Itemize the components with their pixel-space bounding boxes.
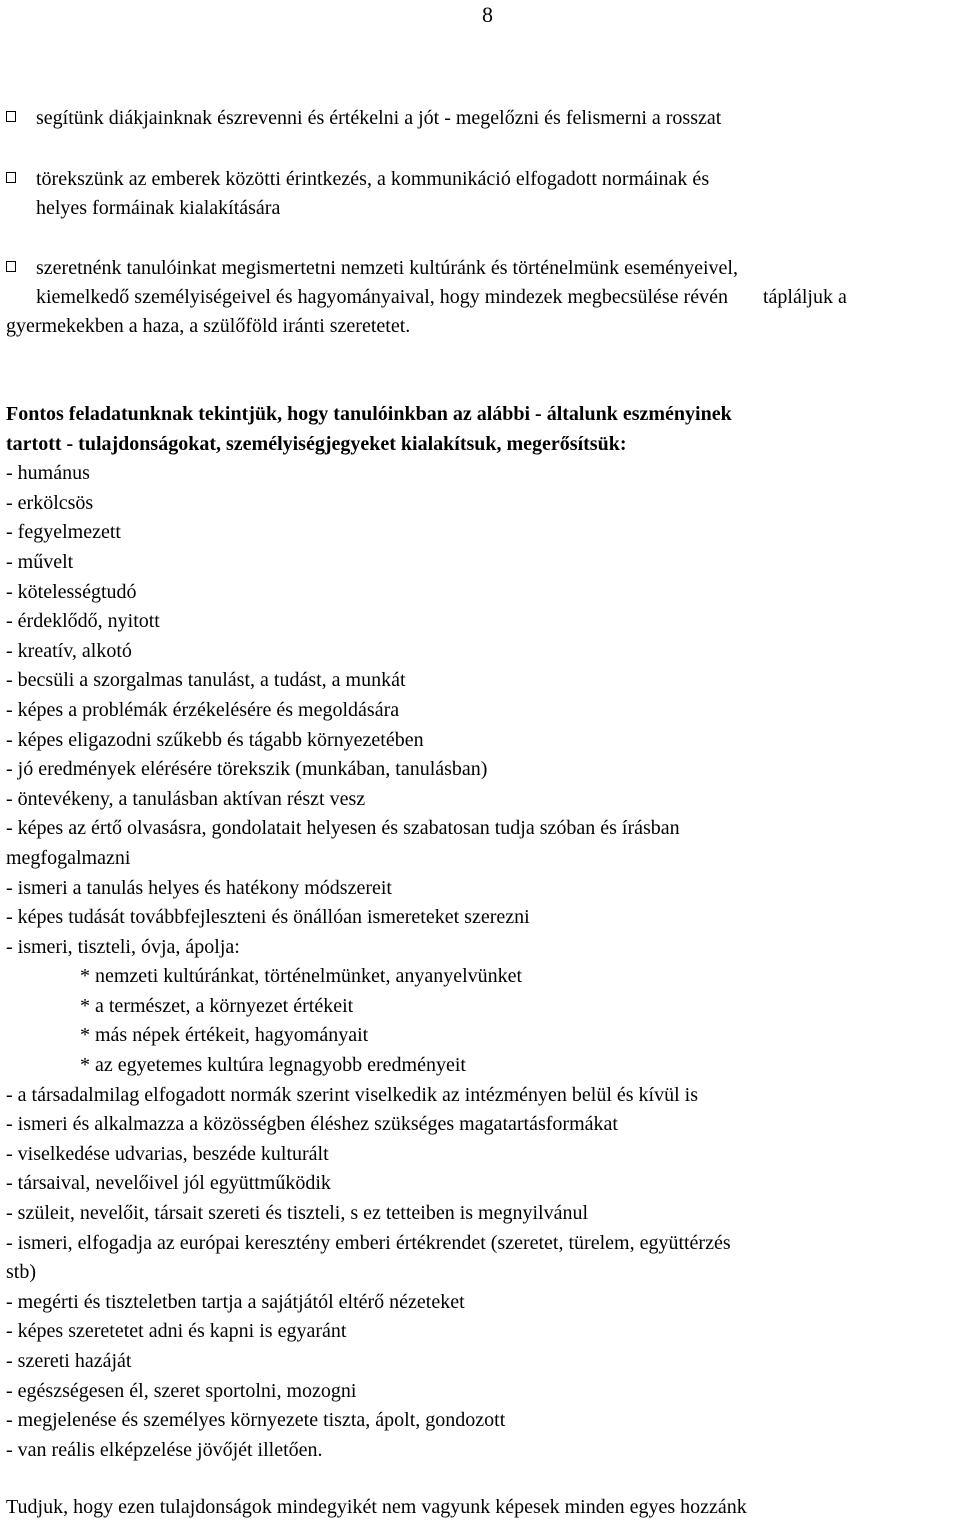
bullet-line: tápláljuk a gyermekekben a haza, a szülőföld iránti szeretetet. xyxy=(6,286,847,337)
section-intro xyxy=(6,400,958,459)
list-item: - erkölcsös xyxy=(6,491,94,514)
list-item: stb) xyxy=(6,1261,36,1284)
bullet-line: helyes formáinak kialakítására xyxy=(36,197,281,219)
bullet-line: törekszünk az emberek közötti érintkezés, a kommunikáció elfogadott normáinak és xyxy=(36,168,710,190)
list-item: - ismeri, tiszteli, óvja, ápolja: xyxy=(6,935,240,958)
sub-list-item: * a természet, a környezet értékeit xyxy=(80,994,354,1017)
qualities-section xyxy=(6,400,958,1465)
list-item: - kreatív, alkotó xyxy=(6,639,132,662)
list-item: - humánus xyxy=(6,462,90,485)
list-item: - a társadalmilag elfogadott normák szerint viselkedik az intézményen belül és kívül is xyxy=(6,1083,699,1106)
list-item: - ismeri és alkalmazza a közösségben éléshez szükséges magatartásformákat xyxy=(6,1113,618,1136)
list-item: - fegyelmezett xyxy=(6,521,121,544)
page-number: 8 xyxy=(482,2,493,27)
closing-paragraph: Tudjuk, hogy ezen tulajdonságok mindegyikét nem vagyunk képesek minden egyes hozzánk xyxy=(6,1496,747,1518)
sub-list-item: * az egyetemes kultúra legnagyobb eredményeit xyxy=(80,1054,466,1077)
list-item: - szüleit, nevelőit, társait szereti és tiszteli, s ez tetteiben is megnyilvánul xyxy=(6,1202,589,1225)
bullet-line: kiemelkedő személyiségeivel és hagyományaival, hogy mindezek megbecsülése révén xyxy=(36,286,728,308)
list-item: - becsüli a szorgalmas tanulást, a tudást, a munkát xyxy=(6,669,406,692)
list-item: - megjelenése és személyes környezete tiszta, ápolt, gondozott xyxy=(6,1409,506,1432)
list-item: - társaival, nevelőivel jól együttműködik xyxy=(6,1172,331,1195)
sub-list-item: * más népek értékeit, hagyományait xyxy=(80,1024,369,1047)
list-item: - szereti hazáját xyxy=(6,1350,132,1372)
square-bullet-icon xyxy=(6,111,16,122)
list-item: - képes az értő olvasásra, gondolatait helyesen és szabatosan tudja szóban és írásban xyxy=(6,817,680,840)
list-item: - öntevékeny, a tanulásban aktívan részt vesz xyxy=(6,787,366,810)
list-item: - művelt xyxy=(6,550,74,573)
bullet-item-1 xyxy=(6,104,936,133)
list-item: megfogalmazni xyxy=(6,846,131,869)
bullet-line: segítünk diákjainknak észrevenni és értékelni a jót - megelőzni és felismerni a rosszat xyxy=(36,107,722,129)
intro-line: Fontos feladatunknak tekintjük, hogy tanulóinkban az alábbi - általunk eszményinek xyxy=(6,403,732,425)
sub-list-item: * nemzeti kultúránkat, történelmünket, anyanyelvünket xyxy=(80,965,523,988)
qualities-list xyxy=(6,459,958,1465)
list-item: - viselkedése udvarias, beszéde kulturált xyxy=(6,1142,329,1165)
list-item: - ismeri a tanulás helyes és hatékony módszereit xyxy=(6,876,392,899)
list-item: - van reális elképzelése jövőjét illetően. xyxy=(6,1438,323,1461)
list-item: - képes szeretetet adni és kapni is egyaránt xyxy=(6,1320,347,1343)
list-item: - ismeri, elfogadja az európai keresztény emberi értékrendet (szeretet, türelem, együttérzés xyxy=(6,1231,731,1254)
bullet-item-2 xyxy=(6,165,936,223)
list-item: - egészségesen él, szeret sportolni, mozogni xyxy=(6,1379,357,1402)
list-item: - kötelességtudó xyxy=(6,580,137,603)
list-item: - képes tudását továbbfejleszteni és önállóan ismereteket szerezni xyxy=(6,906,530,929)
intro-line: tartott - tulajdonságokat, személyiségjegyeket kialakítsuk, megerősítsük: xyxy=(6,432,627,455)
bullet-line: szeretnénk tanulóinkat megismertetni nemzeti kultúránk és történelmünk eseményeivel, xyxy=(36,257,738,279)
list-item: - megérti és tiszteletben tartja a sajátjától eltérő nézeteket xyxy=(6,1290,465,1313)
bullet-item-3 xyxy=(6,254,936,341)
list-item: - képes eligazodni szűkebb és tágabb környezetében xyxy=(6,728,424,751)
square-bullet-icon xyxy=(6,261,16,272)
list-item: - érdeklődő, nyitott xyxy=(6,610,160,633)
list-item: - jó eredmények elérésére törekszik (munkában, tanulásban) xyxy=(6,758,488,781)
square-bullet-icon xyxy=(6,172,16,183)
list-item: - képes a problémák érzékelésére és megoldására xyxy=(6,698,400,721)
